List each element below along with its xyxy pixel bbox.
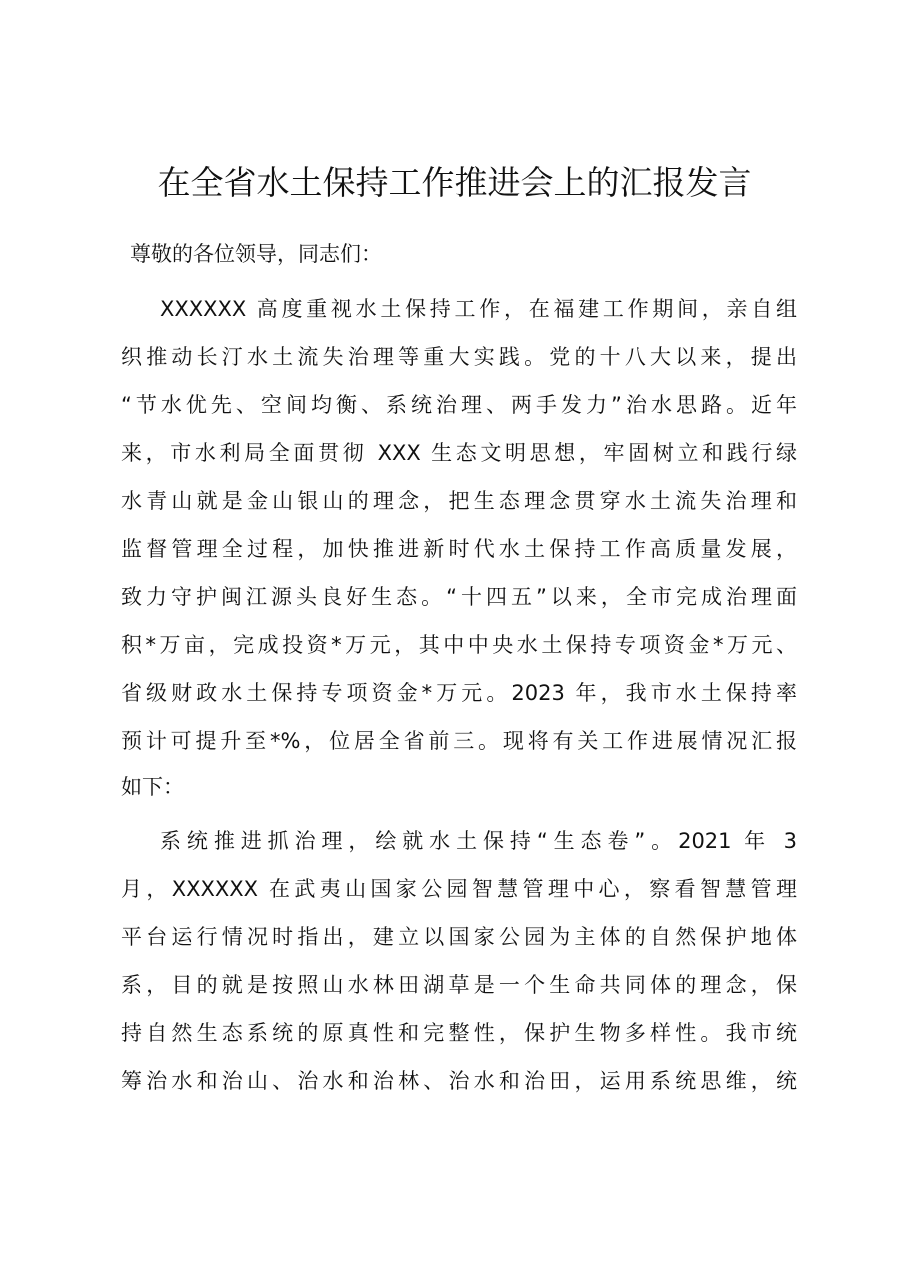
- paragraph-1-line-5: 水青山就是金山银山的理念，把生态理念贯穿水土流失治理和: [121, 489, 797, 513]
- paragraph-1-line-11: 如下：: [121, 775, 184, 799]
- salutation: 尊敬的各位领导，同志们：: [130, 242, 382, 266]
- paragraph-1-line-10: 预计可提升至*%，位居全省前三。现将有关工作进展情况汇报: [121, 729, 797, 753]
- paragraph-1-line-2: 织推动长汀水土流失治理等重大实践。党的十八大以来，提出: [121, 345, 797, 369]
- paragraph-2-line-4: 系，目的就是按照山水林田湖草是一个生命共同体的理念，保: [121, 973, 797, 997]
- paragraph-1-line-9: 省级财政水土保持专项资金*万元。2023 年，我市水土保持率: [121, 681, 797, 705]
- paragraph-1-line-4: 来，市水利局全面贯彻 XXX 生态文明思想，牢固树立和践行绿: [121, 441, 797, 465]
- paragraph-1-line-7: 致力守护闽江源头良好生态。“十四五”以来，全市完成治理面: [121, 585, 797, 609]
- paragraph-1-line-3: “节水优先、空间均衡、系统治理、两手发力”治水思路。近年: [121, 393, 797, 417]
- paragraph-2-line-3: 平台运行情况时指出，建立以国家公园为主体的自然保护地体: [121, 925, 797, 949]
- paragraph-1-line-6: 监督管理全过程，加快推进新时代水土保持工作高质量发展，: [121, 537, 797, 561]
- paragraph-2-line-5: 持自然生态系统的原真性和完整性，保护生物多样性。我市统: [121, 1021, 797, 1045]
- paragraph-1-line-1: XXXXXX 高度重视水土保持工作，在福建工作期间，亲自组: [160, 297, 797, 321]
- paragraph-1-line-8: 积*万亩，完成投资*万元，其中中央水土保持专项资金*万元、: [121, 633, 797, 657]
- paragraph-2-line-6: 筹治水和治山、治水和治林、治水和治田，运用系统思维，统: [121, 1069, 797, 1093]
- document-title: 在全省水土保持工作推进会上的汇报发言: [157, 163, 752, 202]
- paragraph-2-line-1: 系统推进抓治理，绘就水土保持“生态卷”。2021 年 3: [160, 829, 797, 853]
- paragraph-2-line-2: 月，XXXXXX 在武夷山国家公园智慧管理中心，察看智慧管理: [121, 877, 797, 901]
